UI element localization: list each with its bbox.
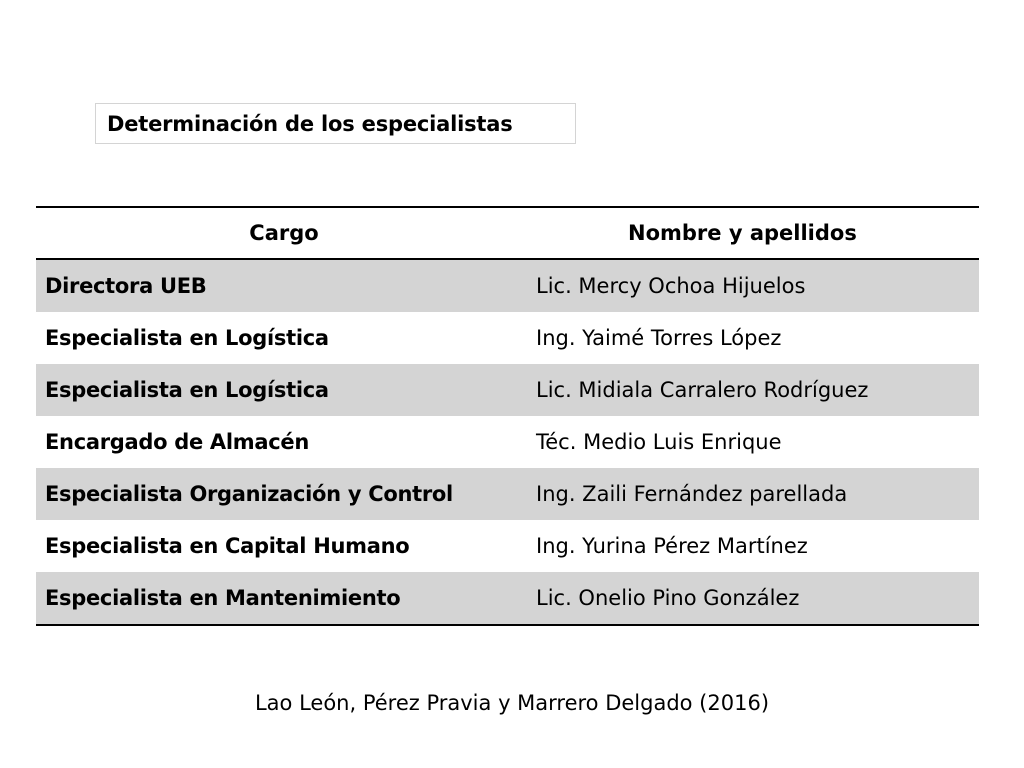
specialists-table xyxy=(36,206,979,626)
cell-nombre: Ing. Yurina Pérez Martínez xyxy=(536,534,808,558)
table-row xyxy=(36,312,979,364)
table-row xyxy=(36,416,979,468)
source-citation: Lao León, Pérez Pravia y Marrero Delgado (2016) xyxy=(254,691,770,715)
table-row xyxy=(36,520,979,572)
cell-nombre: Ing. Yaimé Torres López xyxy=(536,326,782,350)
table-header-row xyxy=(36,207,979,259)
cell-cargo: Especialista en Capital Humano xyxy=(45,534,410,558)
header-nombre: Nombre y apellidos xyxy=(628,221,857,245)
table-row xyxy=(36,468,979,520)
cell-nombre: Téc. Medio Luis Enrique xyxy=(536,430,782,454)
header-cargo: Cargo xyxy=(249,221,319,245)
slide-title-text: Determinación de los especialistas xyxy=(107,111,513,136)
cell-cargo: Encargado de Almacén xyxy=(45,430,309,454)
cell-cargo: Especialista en Logística xyxy=(45,326,329,350)
slide-title xyxy=(95,103,576,144)
cell-nombre: Lic. Midiala Carralero Rodríguez xyxy=(536,378,869,402)
cell-nombre: Ing. Zaili Fernández parellada xyxy=(536,482,848,506)
cell-nombre: Lic. Mercy Ochoa Hijuelos xyxy=(536,274,806,298)
cell-cargo: Especialista Organización y Control xyxy=(45,482,453,506)
cell-nombre: Lic. Onelio Pino González xyxy=(536,586,800,610)
table-row xyxy=(36,259,979,312)
cell-cargo: Especialista en Logística xyxy=(45,378,329,402)
cell-cargo: Directora UEB xyxy=(45,274,207,298)
cell-cargo: Especialista en Mantenimiento xyxy=(45,586,401,610)
table-row xyxy=(36,572,979,625)
table-row xyxy=(36,364,979,416)
